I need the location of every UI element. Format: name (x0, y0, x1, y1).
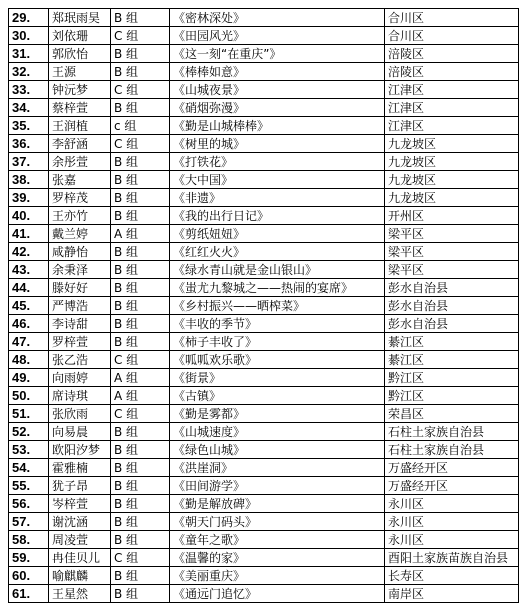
group-label: B 组 (111, 63, 170, 81)
artwork-title: 《我的出行日记》 (170, 207, 385, 225)
participant-name: 滕好好 (49, 279, 111, 297)
region-name: 梁平区 (385, 261, 519, 279)
table-row (9, 423, 519, 441)
group-label: B 组 (111, 513, 170, 531)
participant-name: 严博浩 (49, 297, 111, 315)
award-list-table (8, 8, 519, 603)
artwork-title: 《温馨的家》 (170, 549, 385, 567)
artwork-title: 《古镇》 (170, 387, 385, 405)
artwork-title: 《剪纸妞妞》 (170, 225, 385, 243)
row-number: 46. (9, 315, 49, 333)
table-row (9, 261, 519, 279)
row-number: 43. (9, 261, 49, 279)
region-name: 九龙坡区 (385, 171, 519, 189)
artwork-title: 《密林深处》 (170, 9, 385, 27)
region-name: 长寿区 (385, 567, 519, 585)
row-number: 60. (9, 567, 49, 585)
participant-name: 刘依珊 (49, 27, 111, 45)
participant-name: 犹子昂 (49, 477, 111, 495)
participant-name: 王星然 (49, 585, 111, 603)
artwork-title: 《这一刻“在重庆”》 (170, 45, 385, 63)
artwork-title: 《洪崖洞》 (170, 459, 385, 477)
region-name: 黔江区 (385, 387, 519, 405)
region-name: 九龙坡区 (385, 153, 519, 171)
row-number: 39. (9, 189, 49, 207)
row-number: 59. (9, 549, 49, 567)
group-label: B 组 (111, 207, 170, 225)
participant-name: 咸静怡 (49, 243, 111, 261)
artwork-title: 《柿子丰收了》 (170, 333, 385, 351)
table-row (9, 63, 519, 81)
region-name: 彭水自治县 (385, 297, 519, 315)
row-number: 30. (9, 27, 49, 45)
region-name: 彭水自治县 (385, 315, 519, 333)
row-number: 61. (9, 585, 49, 603)
group-label: B 组 (111, 45, 170, 63)
row-number: 58. (9, 531, 49, 549)
region-name: 綦江区 (385, 351, 519, 369)
row-number: 52. (9, 423, 49, 441)
participant-name: 张欣雨 (49, 405, 111, 423)
row-number: 33. (9, 81, 49, 99)
row-number: 56. (9, 495, 49, 513)
region-name: 江津区 (385, 81, 519, 99)
region-name: 酉阳土家族苗族自治县 (385, 549, 519, 567)
table-row (9, 81, 519, 99)
participant-name: 李舒涵 (49, 135, 111, 153)
group-label: C 组 (111, 549, 170, 567)
artwork-title: 《乡村振兴——晒榨菜》 (170, 297, 385, 315)
group-label: A 组 (111, 225, 170, 243)
region-name: 梁平区 (385, 243, 519, 261)
participant-name: 郑珉雨昊 (49, 9, 111, 27)
table-body (9, 9, 519, 603)
participant-name: 郭欣怡 (49, 45, 111, 63)
table-row (9, 549, 519, 567)
row-number: 44. (9, 279, 49, 297)
table-row (9, 495, 519, 513)
participant-name: 王润植 (49, 117, 111, 135)
table-row (9, 171, 519, 189)
region-name: 合川区 (385, 27, 519, 45)
artwork-title: 《绿水青山就是金山银山》 (170, 261, 385, 279)
artwork-title: 《红红火火》 (170, 243, 385, 261)
group-label: B 组 (111, 477, 170, 495)
group-label: B 组 (111, 189, 170, 207)
region-name: 万盛经开区 (385, 477, 519, 495)
table-row (9, 99, 519, 117)
table-row (9, 513, 519, 531)
participant-name: 王源 (49, 63, 111, 81)
artwork-title: 《硝烟弥漫》 (170, 99, 385, 117)
region-name: 涪陵区 (385, 45, 519, 63)
row-number: 49. (9, 369, 49, 387)
table-row (9, 315, 519, 333)
participant-name: 岑梓萱 (49, 495, 111, 513)
region-name: 彭水自治县 (385, 279, 519, 297)
artwork-title: 《呱呱欢乐歌》 (170, 351, 385, 369)
participant-name: 李诗甜 (49, 315, 111, 333)
row-number: 48. (9, 351, 49, 369)
row-number: 41. (9, 225, 49, 243)
table-row (9, 243, 519, 261)
artwork-title: 《田间游学》 (170, 477, 385, 495)
artwork-title: 《童年之歌》 (170, 531, 385, 549)
group-label: B 组 (111, 261, 170, 279)
row-number: 40. (9, 207, 49, 225)
participant-name: 席诗琪 (49, 387, 111, 405)
region-name: 永川区 (385, 531, 519, 549)
artwork-title: 《朝天门码头》 (170, 513, 385, 531)
group-label: A 组 (111, 369, 170, 387)
table-row (9, 567, 519, 585)
table-row (9, 45, 519, 63)
table-row (9, 369, 519, 387)
table-row (9, 585, 519, 603)
table-row (9, 441, 519, 459)
artwork-title: 《丰收的季节》 (170, 315, 385, 333)
row-number: 57. (9, 513, 49, 531)
row-number: 32. (9, 63, 49, 81)
region-name: 南岸区 (385, 585, 519, 603)
region-name: 开州区 (385, 207, 519, 225)
row-number: 45. (9, 297, 49, 315)
group-label: B 组 (111, 153, 170, 171)
table-row (9, 405, 519, 423)
table-row (9, 459, 519, 477)
table-row (9, 279, 519, 297)
row-number: 36. (9, 135, 49, 153)
table-row (9, 27, 519, 45)
table-row (9, 297, 519, 315)
group-label: B 组 (111, 243, 170, 261)
region-name: 合川区 (385, 9, 519, 27)
artwork-title: 《棒棒如意》 (170, 63, 385, 81)
group-label: B 组 (111, 567, 170, 585)
row-number: 29. (9, 9, 49, 27)
participant-name: 欧阳汐梦 (49, 441, 111, 459)
group-label: B 组 (111, 585, 170, 603)
group-label: A 组 (111, 387, 170, 405)
artwork-title: 《大中国》 (170, 171, 385, 189)
row-number: 51. (9, 405, 49, 423)
table-row (9, 225, 519, 243)
group-label: B 组 (111, 99, 170, 117)
group-label: B 组 (111, 531, 170, 549)
participant-name: 罗梓萱 (49, 333, 111, 351)
artwork-title: 《非遗》 (170, 189, 385, 207)
artwork-title: 《蚩尤九黎城之——热闹的宴席》 (170, 279, 385, 297)
row-number: 47. (9, 333, 49, 351)
participant-name: 余秉泽 (49, 261, 111, 279)
participant-name: 周凌萱 (49, 531, 111, 549)
group-label: B 组 (111, 297, 170, 315)
group-label: C 组 (111, 351, 170, 369)
participant-name: 向易晨 (49, 423, 111, 441)
participant-name: 向雨婷 (49, 369, 111, 387)
participant-name: 戴兰婷 (49, 225, 111, 243)
artwork-title: 《勤是雾都》 (170, 405, 385, 423)
artwork-title: 《绿色山城》 (170, 441, 385, 459)
group-label: B 组 (111, 423, 170, 441)
participant-name: 霍雅楠 (49, 459, 111, 477)
region-name: 九龙坡区 (385, 189, 519, 207)
row-number: 34. (9, 99, 49, 117)
group-label: B 组 (111, 459, 170, 477)
row-number: 53. (9, 441, 49, 459)
region-name: 江津区 (385, 117, 519, 135)
region-name: 涪陵区 (385, 63, 519, 81)
table-row (9, 153, 519, 171)
artwork-title: 《勤是山城棒棒》 (170, 117, 385, 135)
row-number: 35. (9, 117, 49, 135)
participant-name: 余彤萱 (49, 153, 111, 171)
row-number: 37. (9, 153, 49, 171)
artwork-title: 《美丽重庆》 (170, 567, 385, 585)
group-label: B 组 (111, 495, 170, 513)
artwork-title: 《树里的城》 (170, 135, 385, 153)
group-label: C 组 (111, 27, 170, 45)
table-row (9, 207, 519, 225)
table-row (9, 333, 519, 351)
region-name: 黔江区 (385, 369, 519, 387)
group-label: B 组 (111, 315, 170, 333)
artwork-title: 《山城速度》 (170, 423, 385, 441)
artwork-title: 《田园风光》 (170, 27, 385, 45)
row-number: 42. (9, 243, 49, 261)
table-row (9, 387, 519, 405)
group-label: B 组 (111, 279, 170, 297)
award-list-table-wrapper (8, 8, 519, 603)
region-name: 石柱土家族自治县 (385, 441, 519, 459)
participant-name: 谢沈涵 (49, 513, 111, 531)
participant-name: 钟沅梦 (49, 81, 111, 99)
group-label: C 组 (111, 405, 170, 423)
region-name: 梁平区 (385, 225, 519, 243)
region-name: 万盛经开区 (385, 459, 519, 477)
group-label: c 组 (111, 117, 170, 135)
row-number: 31. (9, 45, 49, 63)
region-name: 綦江区 (385, 333, 519, 351)
row-number: 38. (9, 171, 49, 189)
group-label: C 组 (111, 81, 170, 99)
region-name: 永川区 (385, 495, 519, 513)
group-label: B 组 (111, 171, 170, 189)
group-label: C 组 (111, 135, 170, 153)
region-name: 九龙坡区 (385, 135, 519, 153)
table-row (9, 477, 519, 495)
region-name: 荣昌区 (385, 405, 519, 423)
table-row (9, 117, 519, 135)
participant-name: 冉佳贝儿 (49, 549, 111, 567)
table-row (9, 531, 519, 549)
artwork-title: 《打铁花》 (170, 153, 385, 171)
artwork-title: 《勤是解放碑》 (170, 495, 385, 513)
group-label: B 组 (111, 441, 170, 459)
row-number: 50. (9, 387, 49, 405)
row-number: 55. (9, 477, 49, 495)
region-name: 石柱土家族自治县 (385, 423, 519, 441)
table-row (9, 135, 519, 153)
artwork-title: 《通远门追忆》 (170, 585, 385, 603)
table-row (9, 351, 519, 369)
group-label: B 组 (111, 9, 170, 27)
table-row (9, 189, 519, 207)
participant-name: 王亦竹 (49, 207, 111, 225)
group-label: B 组 (111, 333, 170, 351)
table-row (9, 9, 519, 27)
participant-name: 喻麒麟 (49, 567, 111, 585)
region-name: 永川区 (385, 513, 519, 531)
participant-name: 张嘉 (49, 171, 111, 189)
region-name: 江津区 (385, 99, 519, 117)
artwork-title: 《街景》 (170, 369, 385, 387)
row-number: 54. (9, 459, 49, 477)
artwork-title: 《山城夜景》 (170, 81, 385, 99)
participant-name: 罗梓茂 (49, 189, 111, 207)
participant-name: 张乙浩 (49, 351, 111, 369)
participant-name: 蔡梓萱 (49, 99, 111, 117)
